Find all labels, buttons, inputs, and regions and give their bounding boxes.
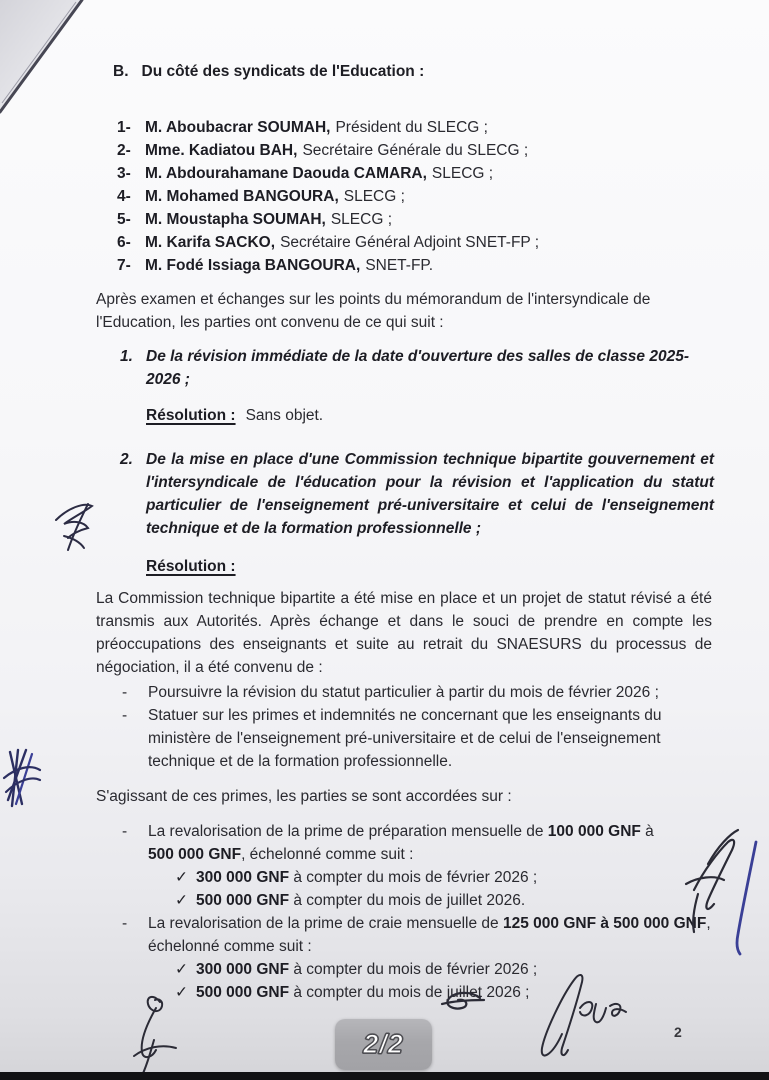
- amount-text: 500 000 GNF: [196, 892, 290, 909]
- agreement-item-text: Poursuivre la révision du statut particulier à partir du mois de février 2026 ;: [148, 684, 659, 701]
- photo-bottom-edge: [0, 1072, 769, 1080]
- signature-right-margin: [664, 828, 764, 956]
- agreement-item: [122, 704, 718, 773]
- checkmark-icon: ✓: [175, 892, 188, 909]
- page-number: 2: [674, 1024, 682, 1040]
- schedule-text: à compter du mois de février 2026 ;: [289, 869, 538, 886]
- resolution-label: Résolution :: [146, 407, 236, 424]
- participant-name: Mme. Kadiatou BAH,: [145, 142, 298, 159]
- intro-paragraph: Après examen et échanges sur les points du mémorandum de l'intersyndicale de l'Education, les parties ont convenu de ce qui suit :: [96, 291, 651, 331]
- participant-row: [117, 254, 539, 277]
- point-text: De la révision immédiate de la date d'ouverture des salles de classe 2025-2026 ;: [146, 348, 689, 388]
- participant-number: 6-: [117, 234, 131, 251]
- point-number: 2.: [120, 451, 133, 468]
- dash-bullet: -: [122, 823, 128, 840]
- participant-name: M. Karifa SACKO,: [145, 234, 276, 251]
- participant-role: SLECG ;: [431, 165, 494, 182]
- amount-text: 500 000 GNF: [196, 984, 290, 1001]
- amount-range: 125 000 GNF à 500 000 GNF: [502, 915, 707, 932]
- resolution-1: [146, 404, 323, 427]
- prime-lead-text: La revalorisation de la prime de préparation mensuelle de: [148, 823, 548, 840]
- participant-name: M. Mohamed BANGOURA,: [145, 188, 339, 205]
- participant-number: 2-: [117, 142, 131, 159]
- check-row: [175, 889, 720, 912]
- participant-role: SNET-FP.: [365, 257, 434, 274]
- prime-schedule-list: [175, 866, 720, 912]
- participant-number: 1-: [117, 119, 131, 136]
- participant-row: [117, 208, 539, 231]
- participant-name: M. Abdourahamane Daouda CAMARA,: [145, 165, 427, 182]
- resolution-label: Résolution :: [146, 558, 236, 575]
- participant-number: 4-: [117, 188, 131, 205]
- dash-bullet: -: [122, 915, 128, 932]
- prime-item-preparation: [122, 820, 720, 912]
- schedule-text: à compter du mois de février 2026 ;: [289, 961, 538, 978]
- participant-row: [117, 116, 539, 139]
- prime-lead-text: La revalorisation de la prime de craie mensuelle de: [148, 915, 503, 932]
- schedule-text: à compter du mois de juillet 2026 ;: [289, 984, 530, 1001]
- amount-text: 300 000 GNF: [196, 961, 290, 978]
- prime-item-text: [148, 820, 720, 912]
- agreement-item: [122, 681, 718, 704]
- dash-bullet: -: [122, 684, 128, 701]
- participant-name: M. Aboubacrar SOUMAH,: [145, 119, 331, 136]
- participant-number: 3-: [117, 165, 131, 182]
- point-number: 1.: [120, 348, 133, 365]
- signature-squiggle-center: [440, 988, 486, 1022]
- prime-tail-text: , échelonné comme suit :: [241, 846, 414, 863]
- primes-intro-paragraph: S'agissant de ces primes, les parties se sont accordées sur :: [96, 788, 512, 805]
- section-letter: B.: [113, 63, 129, 80]
- checkmark-icon: ✓: [175, 869, 188, 886]
- participant-number: 5-: [117, 211, 131, 228]
- resolution-2: [146, 555, 236, 578]
- amount-to: 500 000 GNF: [148, 846, 242, 863]
- participants-list: [117, 116, 539, 277]
- amount-from: 100 000 GNF: [547, 823, 641, 840]
- participant-role: SLECG ;: [343, 188, 405, 205]
- checkmark-icon: ✓: [175, 961, 188, 978]
- prime-tail-text: , échelonné comme suit :: [148, 915, 711, 955]
- page-corner-fold: [0, 0, 110, 130]
- agenda-point-2: [120, 448, 714, 540]
- participant-row: [117, 162, 539, 185]
- commission-paragraph: La Commission technique bipartite a été mise en place et un projet de statut révisé a été transmis aux Autorités. Après échange et dans le souci de prendre en compte les préoccupations des enseignants et suite au retrait du SNAESURS du processus de négociation, il a été convenu de :: [96, 590, 712, 676]
- page-overlay-label: 2/2: [363, 1029, 404, 1059]
- amount-text: 300 000 GNF: [196, 869, 290, 886]
- participant-name: M. Fodé Issiaga BANGOURA,: [145, 257, 361, 274]
- point-text: De la mise en place d'une Commission technique bipartite gouvernement et l'intersyndicale de l'éducation pour la révision et l'application du statut particulier de l'enseignement pré-universitaire et celui de l'enseignement technique et de la formation professionnelle ;: [146, 451, 714, 537]
- participant-row: [117, 139, 539, 162]
- check-row: [175, 866, 720, 889]
- resolution-text: Sans objet.: [245, 407, 324, 424]
- schedule-text: à compter du mois de juillet 2026.: [289, 892, 526, 909]
- check-row: [175, 958, 720, 981]
- prime-item-text: [148, 912, 720, 1004]
- signature-bottom-left: [126, 992, 182, 1080]
- checkmark-icon: ✓: [175, 984, 188, 1001]
- amount-joiner: à: [640, 823, 654, 840]
- section-heading-b: [113, 60, 424, 83]
- initials-mark-left-top: [50, 500, 98, 552]
- page-overlay-badge: [335, 1019, 432, 1070]
- participant-role: Secrétaire Général Adjoint SNET-FP ;: [280, 234, 540, 251]
- section-heading-text: Du côté des syndicats de l'Education :: [141, 63, 425, 80]
- participant-row: [117, 185, 539, 208]
- participant-row: [117, 231, 539, 254]
- agreement-item-text: Statuer sur les primes et indemnités ne concernant que les enseignants du ministère de l'enseignement pré-universitaire et de celui de l'enseignement technique et de la formation professionnelle.: [148, 707, 662, 770]
- signature-bottom-right: [532, 970, 632, 1065]
- participant-number: 7-: [117, 257, 131, 274]
- dash-bullet: -: [122, 707, 128, 724]
- agreement-list: [122, 681, 718, 773]
- agenda-point-1: [120, 345, 720, 391]
- participant-role: Président du SLECG ;: [335, 119, 488, 136]
- initials-mark-left-bottom: [0, 746, 44, 808]
- participant-role: Secrétaire Générale du SLECG ;: [302, 142, 529, 159]
- participant-name: M. Moustapha SOUMAH,: [145, 211, 326, 228]
- participant-role: SLECG ;: [330, 211, 393, 228]
